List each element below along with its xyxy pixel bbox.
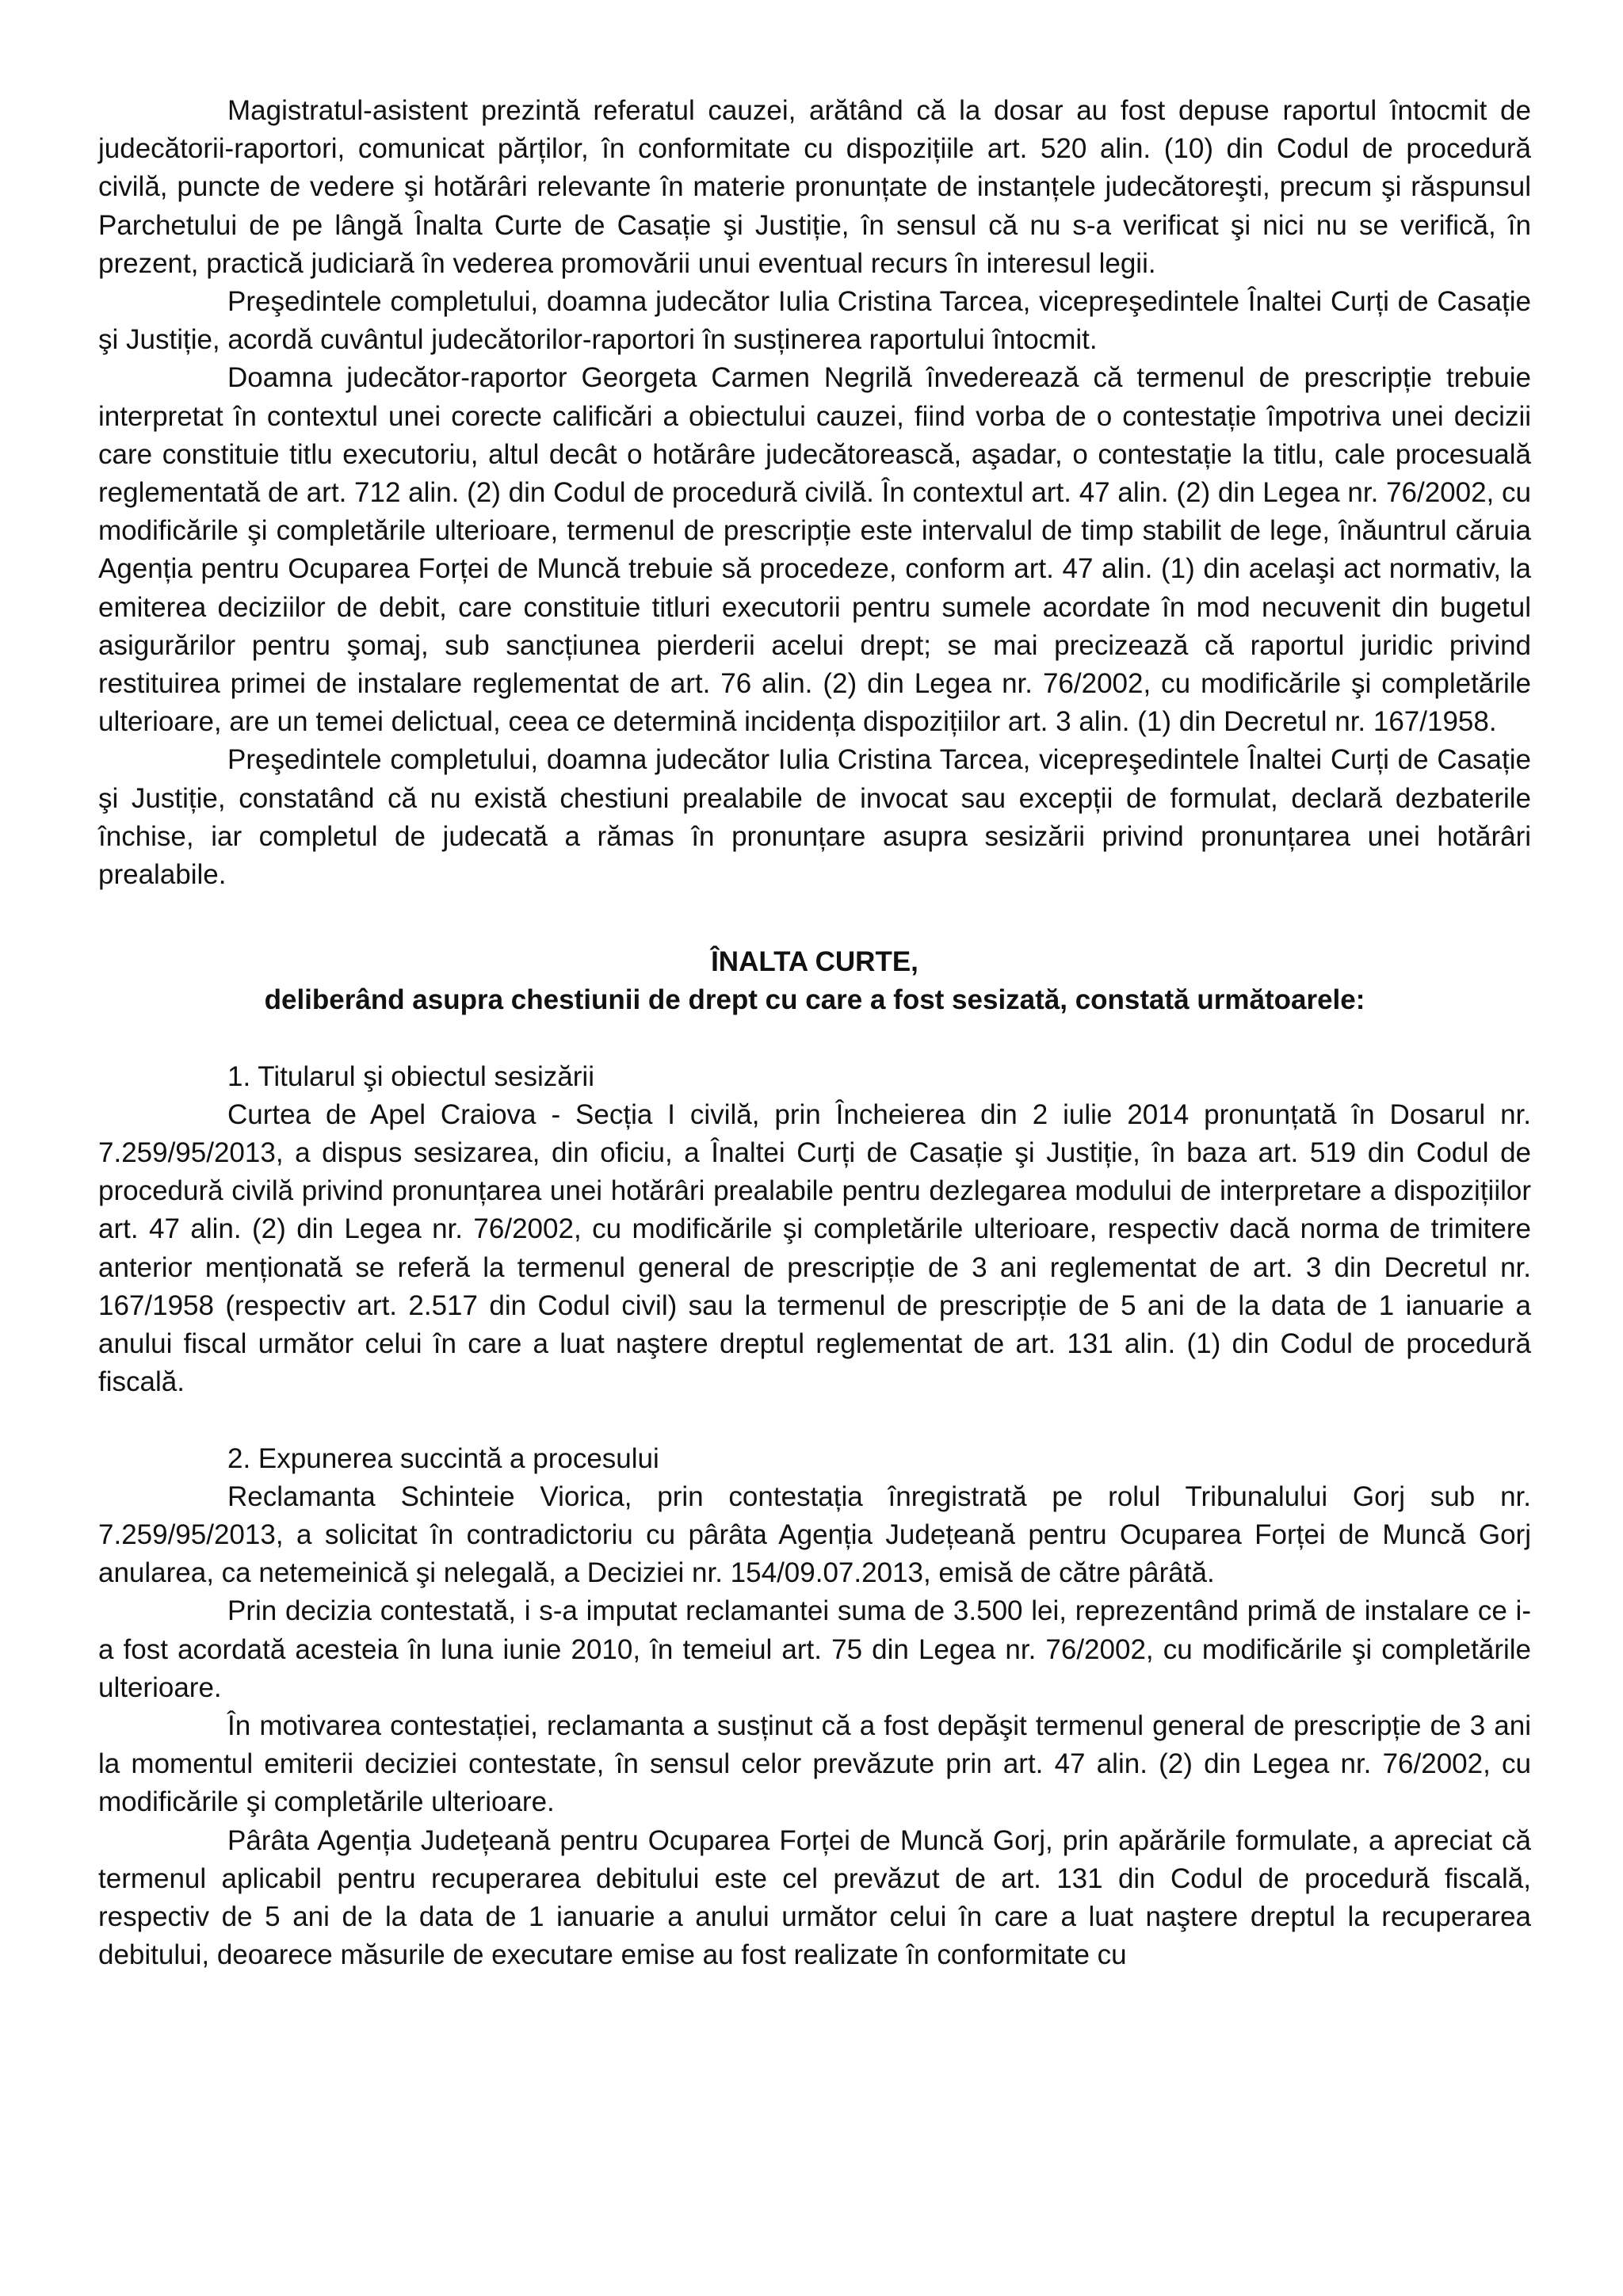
section-2-paragraph: În motivarea contestației, reclamanta a susținut că a fost depăşit termenul general de prescripție de 3 ani la momentul emiterii deciziei contestate, în sensul celor prevăzute prin art. 47 alin. (2) din Legea nr. 76/2002, cu modificările şi completările ulterioare.	[98, 1710, 1531, 1818]
paragraph-presedinte-cuvant: Preşedintele completului, doamna judecător Iulia Cristina Tarcea, vicepreşedintele Înaltei Curți de Casație şi Justiție, acordă cuvântul judecătorilor-raportori în susținerea raportului întocmit.	[98, 286, 1531, 356]
court-heading-title: ÎNALTA CURTE,	[711, 946, 918, 978]
document-body	[98, 92, 1531, 1974]
section-expunerea	[98, 1440, 1531, 1975]
paragraph-referat: Magistratul-asistent prezintă referatul cauzei, arătând că la dosar au fost depuse raportul întocmit de judecătorii-raportori, comunicat părților, în conformitate cu dispozițiile art. 520 alin. (10) din Codul de procedură civilă, puncte de vedere şi hotărâri relevante în materie pronunțate de instanțele judecătoreşti, precum şi răspunsul Parchetului de pe lângă Înalta Curte de Casație şi Justiție, în sensul că nu s-a verificat şi nici nu se verifică, în prezent, practică judiciară în vederea promovării unui eventual recurs în interesul legii.	[98, 95, 1531, 279]
section-2-paragraph: Pârâta Agenția Județeană pentru Ocuparea Forței de Muncă Gorj, prin apărările formulate, a apreciat că termenul aplicabil pentru recuperarea debitului este cel prevăzut de art. 131 din Codul de procedură fiscală, respectiv de 5 ani de la data de 1 ianuarie a anului următor celui în care a luat naştere dreptul la recuperarea debitului, deoarece măsurile de executare emise au fost realizate în conformitate cu	[98, 1824, 1531, 1971]
section-2-title: 2. Expunerea succintă a procesului	[227, 1442, 659, 1474]
court-heading-subtitle: deliberând asupra chestiunii de drept cu care a fost sesizată, constată următoarele:	[264, 984, 1365, 1016]
section-titularul	[98, 1058, 1531, 1402]
paragraph-presedinte-dezbateri: Preşedintele completului, doamna judecător Iulia Cristina Tarcea, vicepreşedintele Înaltei Curți de Casație şi Justiție, constatând că nu există chestiuni prealabile de invocat sau excepții de formulat, declară dezbaterile închise, iar completul de judecată a rămas în pronunțare asupra sesizării privind pronunțarea unei hotărâri prealabile.	[98, 744, 1531, 891]
section-2-paragraph: Reclamanta Schinteie Viorica, prin contestația înregistrată pe rolul Tribunalului Gorj sub nr. 7.259/95/2013, a solicitat în contradictoriu cu pârâta Agenția Județeană pentru Ocuparea Forței de Muncă Gorj anularea, ca netemeinică şi nelegală, a Deciziei nr. 154/09.07.2013, emisă de către pârâtă.	[98, 1480, 1531, 1589]
section-1-title: 1. Titularul şi obiectul sesizării	[227, 1060, 594, 1092]
court-heading	[98, 943, 1531, 1019]
paragraph-judecator-raportor: Doamna judecător-raportor Georgeta Carmen Negrilă învederează că termenul de prescripție trebuie interpretat în contextul unei corecte calificări a obiectului cauzei, fiind vorba de o contestație împotriva unei decizii care constituie titlu executoriu, altul decât o hotărâre judecătorească, aşadar, o contestație la titlu, cale procesuală reglementată de art. 712 alin. (2) din Codul de procedură civilă. În contextul art. 47 alin. (2) din Legea nr. 76/2002, cu modificările şi completările ulterioare, termenul de prescripție este intervalul de timp stabilit de lege, înăuntrul căruia Agenția pentru Ocuparea Forței de Muncă trebuie să procedeze, conform art. 47 alin. (1) din acelaşi act normativ, la emiterea deciziilor de debit, care constituie titluri executorii pentru sumele acordate în mod necuvenit din bugetul asigurărilor pentru şomaj, sub sancțiunea pierderii acelui drept; se mai precizează că raportul juridic privind restituirea primei de instalare reglementat de art. 76 alin. (2) din Legea nr. 76/2002, cu modificările şi completările ulterioare, are un temei delictual, ceea ce determină incidența dispozițiilor art. 3 alin. (1) din Decretul nr. 167/1958.	[98, 362, 1531, 738]
section-2-paragraph: Prin decizia contestată, i s-a imputat reclamantei suma de 3.500 lei, reprezentând primă de instalare ce i-a fost acordată acesteia în luna iunie 2010, în temeiul art. 75 din Legea nr. 76/2002, cu modificările şi completările ulterioare.	[98, 1595, 1531, 1703]
section-1-paragraph: Curtea de Apel Craiova - Secția I civilă, prin Încheierea din 2 iulie 2014 pronunțată în Dosarul nr. 7.259/95/2013, a dispus sesizarea, din oficiu, a Înaltei Curți de Casație şi Justiție, în baza art. 519 din Codul de procedură civilă privind pronunțarea unei hotărâri prealabile pentru dezlegarea modului de interpretare a dispozițiilor art. 47 alin. (2) din Legea nr. 76/2002, cu modificările şi completările ulterioare, respectiv dacă norma de trimitere anterior menționată se referă la termenul general de prescripție de 3 ani reglementat de art. 3 din Decretul nr. 167/1958 (respectiv art. 2.517 din Codul civil) sau la termenul de prescripție de 5 ani de la data de 1 ianuarie a anului fiscal următor celui în care a luat naştere dreptul reglementat de art. 131 alin. (1) din Codul de procedură fiscală.	[98, 1098, 1531, 1398]
